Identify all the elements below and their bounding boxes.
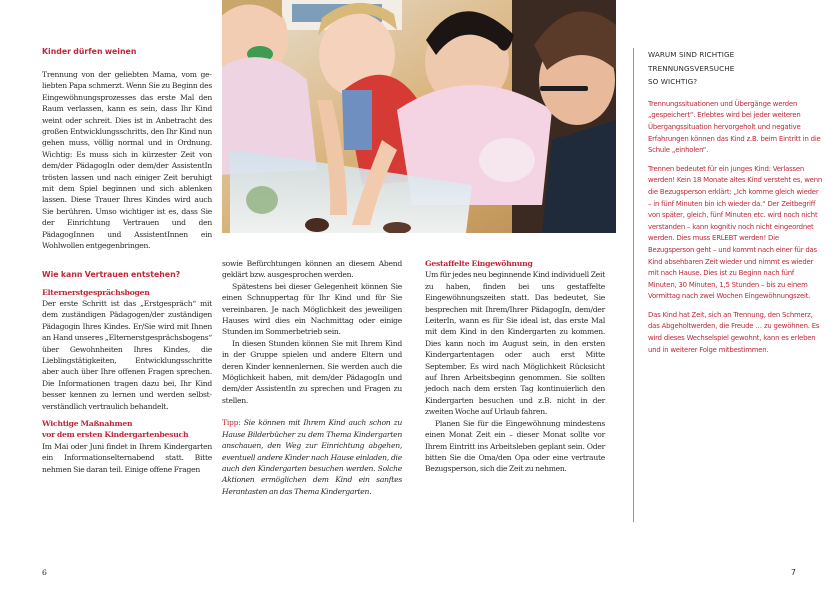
page-number-right: 7 [791, 568, 796, 577]
sidebar-paragraph-wechselspiel: Das Kind hat Zeit, sich an Trennung, den Schmerz, das Abgeholtwerden, die Freude … zu gewöhnen. Es wird dieses Wechselspiel gewohnt, kann es erleben und in weiterer Folge mitbestimmen. [648, 310, 820, 354]
tip-text: Sie können mit Ihrem Kind auch schon zu Hause Bilderbücher zu dem Thema Kindergarten anschauen, den Weg zur Einrichtung abgehen, eventuell andere Kinder nach Hause einladen, die auch den Kindergarten besuchen werden. Solche Aktionen ermöglichen dem Kind ein sanftes Herantasten an das Thema Kindergarten. [222, 418, 402, 496]
heading-vertrauen: Wie kann Vertrauen entstehen? [42, 269, 181, 279]
subheading-massnahmen-1: Wichtige Maßnahmen [42, 418, 133, 428]
paragraph-gruppe-spielen: In diesen Stunden können Sie mit Ihrem Kind in der Gruppe spielen und andere Eltern und deren Kinder kennenlernen. Sie werden auch die Möglichkeit haben, mit dem/der PädagogIn und dem/der AssistentIn zu sprechen und Fragen zu stellen. [222, 338, 402, 405]
sidebar-paragraph-speichern: Trennungssituationen und Übergänge werden „gespeichert“. Erlebtes wird bei jeder weiteren Übergangssituation hervorgeholt und negative Erfahrungen können das Kind z.B. beim Eintritt in die Schule „einholen“. [648, 99, 821, 155]
subheading-massnahmen-2: vor dem ersten Kindergartenbesuch [42, 430, 189, 440]
page-number-left: 6 [42, 568, 47, 577]
sidebar-paragraph-verlassen: Trennen bedeutet für ein junges Kind: Verlassen werden! Kein 18 Monate altes Kind versteht es, wenn die Bezugsperson erklärt: „Ich komme gleich wieder – in fünf Minuten bin ich wieder da.“ Der Zeitbegriff von später, gleich, fünf Minuten etc. wird noch nicht verstanden – kann kognitiv noch nicht eingeordnet werden. Dies muss ERLEBT werden! Die Bezugsperson geht – und kommt nach einer für das Kind absehbaren Zeit wieder und nimmt es wieder mit nach Hause. Dies ist zu Beginn nach fünf Minuten, 30 Minuten, 1,5 Stunden – bis zu einem Vormittag nach zwei Wochen Eingewöhnungszeit. [648, 164, 823, 301]
subheading-elternerstgespraechsbogen: Elternerstgesprächsbogen [42, 287, 150, 297]
photo-illustration [222, 0, 616, 233]
sidebar-title [648, 48, 823, 89]
photo-children-playing [222, 0, 616, 233]
left-column [42, 46, 212, 475]
right-column [425, 258, 605, 475]
paragraph-planen: Planen Sie für die Eingewöhnung mindestens einen Monat Zeit ein – dieser Monat sollte vor Ihrem Eintritt ins Arbeitsleben geplant sein. Oder bitten Sie die Oma/den Opa oder eine vertraute Bezugsperson, sich die Zeit zu nehmen. [425, 418, 605, 474]
sidebar-title-line: TRENNUNGSVERSUCHE [648, 63, 735, 73]
heading-kinder-duerfen-weinen: Kinder dürfen weinen [42, 47, 137, 56]
paragraph-erstgespraech: Der erste Schritt ist das „Erstgespräch“ mit dem zuständigen Pädagogen/der zuständigen Pädagogin Ihres Kindes. Er/Sie wird mit Ihnen an Hand unseres „Elternerstgesprächsbogens“ über Gewohnheiten Ihres Kindes, die Lieblingstätigkeiten, Entwicklungsschritte aber auch über Ihre offenen Fragen sprechen. Die Informationen tragen dazu bei, Ihr Kind besser kennen zu lernen und werden selbstverständlich vertraulich behandelt. [42, 298, 212, 411]
sidebar-title-line: WARUM SIND RICHTIGE [648, 50, 735, 59]
paragraph-befuerchtungen: sowie Befürchtungen können an diesem Abend geklärt bzw. ausgesprochen werden. [222, 259, 402, 280]
tip-label: Tipp: [222, 418, 241, 428]
sidebar-box [633, 48, 823, 522]
tip-box [222, 417, 402, 497]
sidebar-title-line: SO WICHTIG? [648, 77, 698, 87]
paragraph-trennung: Trennung von der geliebten Mama, vom geliebten Papa schmerzt. Wenn Sie zu Beginn des Eingewöhnungsprozesses das erste Mal den Raum verlassen, kann es sein, dass Ihr Kind weint oder schreit. Dies ist in Anbetracht des großen Entwicklungsschritts, den Ihr Kind nun gehen muss, völlig normal und in Ordnung. Wichtig: Es muss sich in kürzester Zeit von dem/der PädagogIn oder dem/der AssistentIn trösten lassen und nach einiger Zeit beruhigt mit dem Spiel beginnen und sich ablenken lassen. Diese Trauer Ihres Kindes wird auch Sie berühren. Umso wichtiger ist es, dass Sie der Einrichtung Vertrauen und den PädagogInnen und AssistentInnen ein Wohlwollen entgegenbringen. [42, 70, 212, 251]
paragraph-informationselternabend: Im Mai oder Juni findet in Ihrem Kindergarten ein Informationselternabend statt. Bitte nehmen Sie daran teil. Einige offene Fragen [42, 441, 212, 474]
paragraph-schnuppertag: Spätestens bei dieser Gelegenheit können Sie einen Schnuppertag für Ihr Kind und für Sie vereinbaren. Je nach Möglichkeit des jeweiligen Hauses wird dies ein Nachmittag oder einige Stunden im Sommerbetrieb sein. [222, 281, 402, 337]
paragraph-eingewoehnungszeiten: Um für jedes neu beginnende Kind individuell Zeit zu haben, finden bei uns gestaffelte Eingewöhnungszeiten statt. Das bedeutet, Sie besprechen mit Ihrem/Ihrer PädagogIn, dem/der LeiterIn, wann es für Sie ideal ist, das erste Mal mit dem Kind in den Kindergarten zu kommen. Dies kann noch im August sein, in den ersten Kindergartentagen oder auch erst Mitte September. Es wird nach Möglichkeit Rücksicht auf Ihren Arbeitsbeginn genommen. Sie sollten jedoch nach dem ersten Tag kontinuierlich den Kindergarten besuchen und z.B. nicht in der zweiten Woche auf Urlaub fahren. [425, 270, 605, 417]
heading-gestaffelte-eingewoehnung: Gestaffelte Eingewöhnung [425, 259, 533, 268]
middle-column [222, 258, 402, 497]
